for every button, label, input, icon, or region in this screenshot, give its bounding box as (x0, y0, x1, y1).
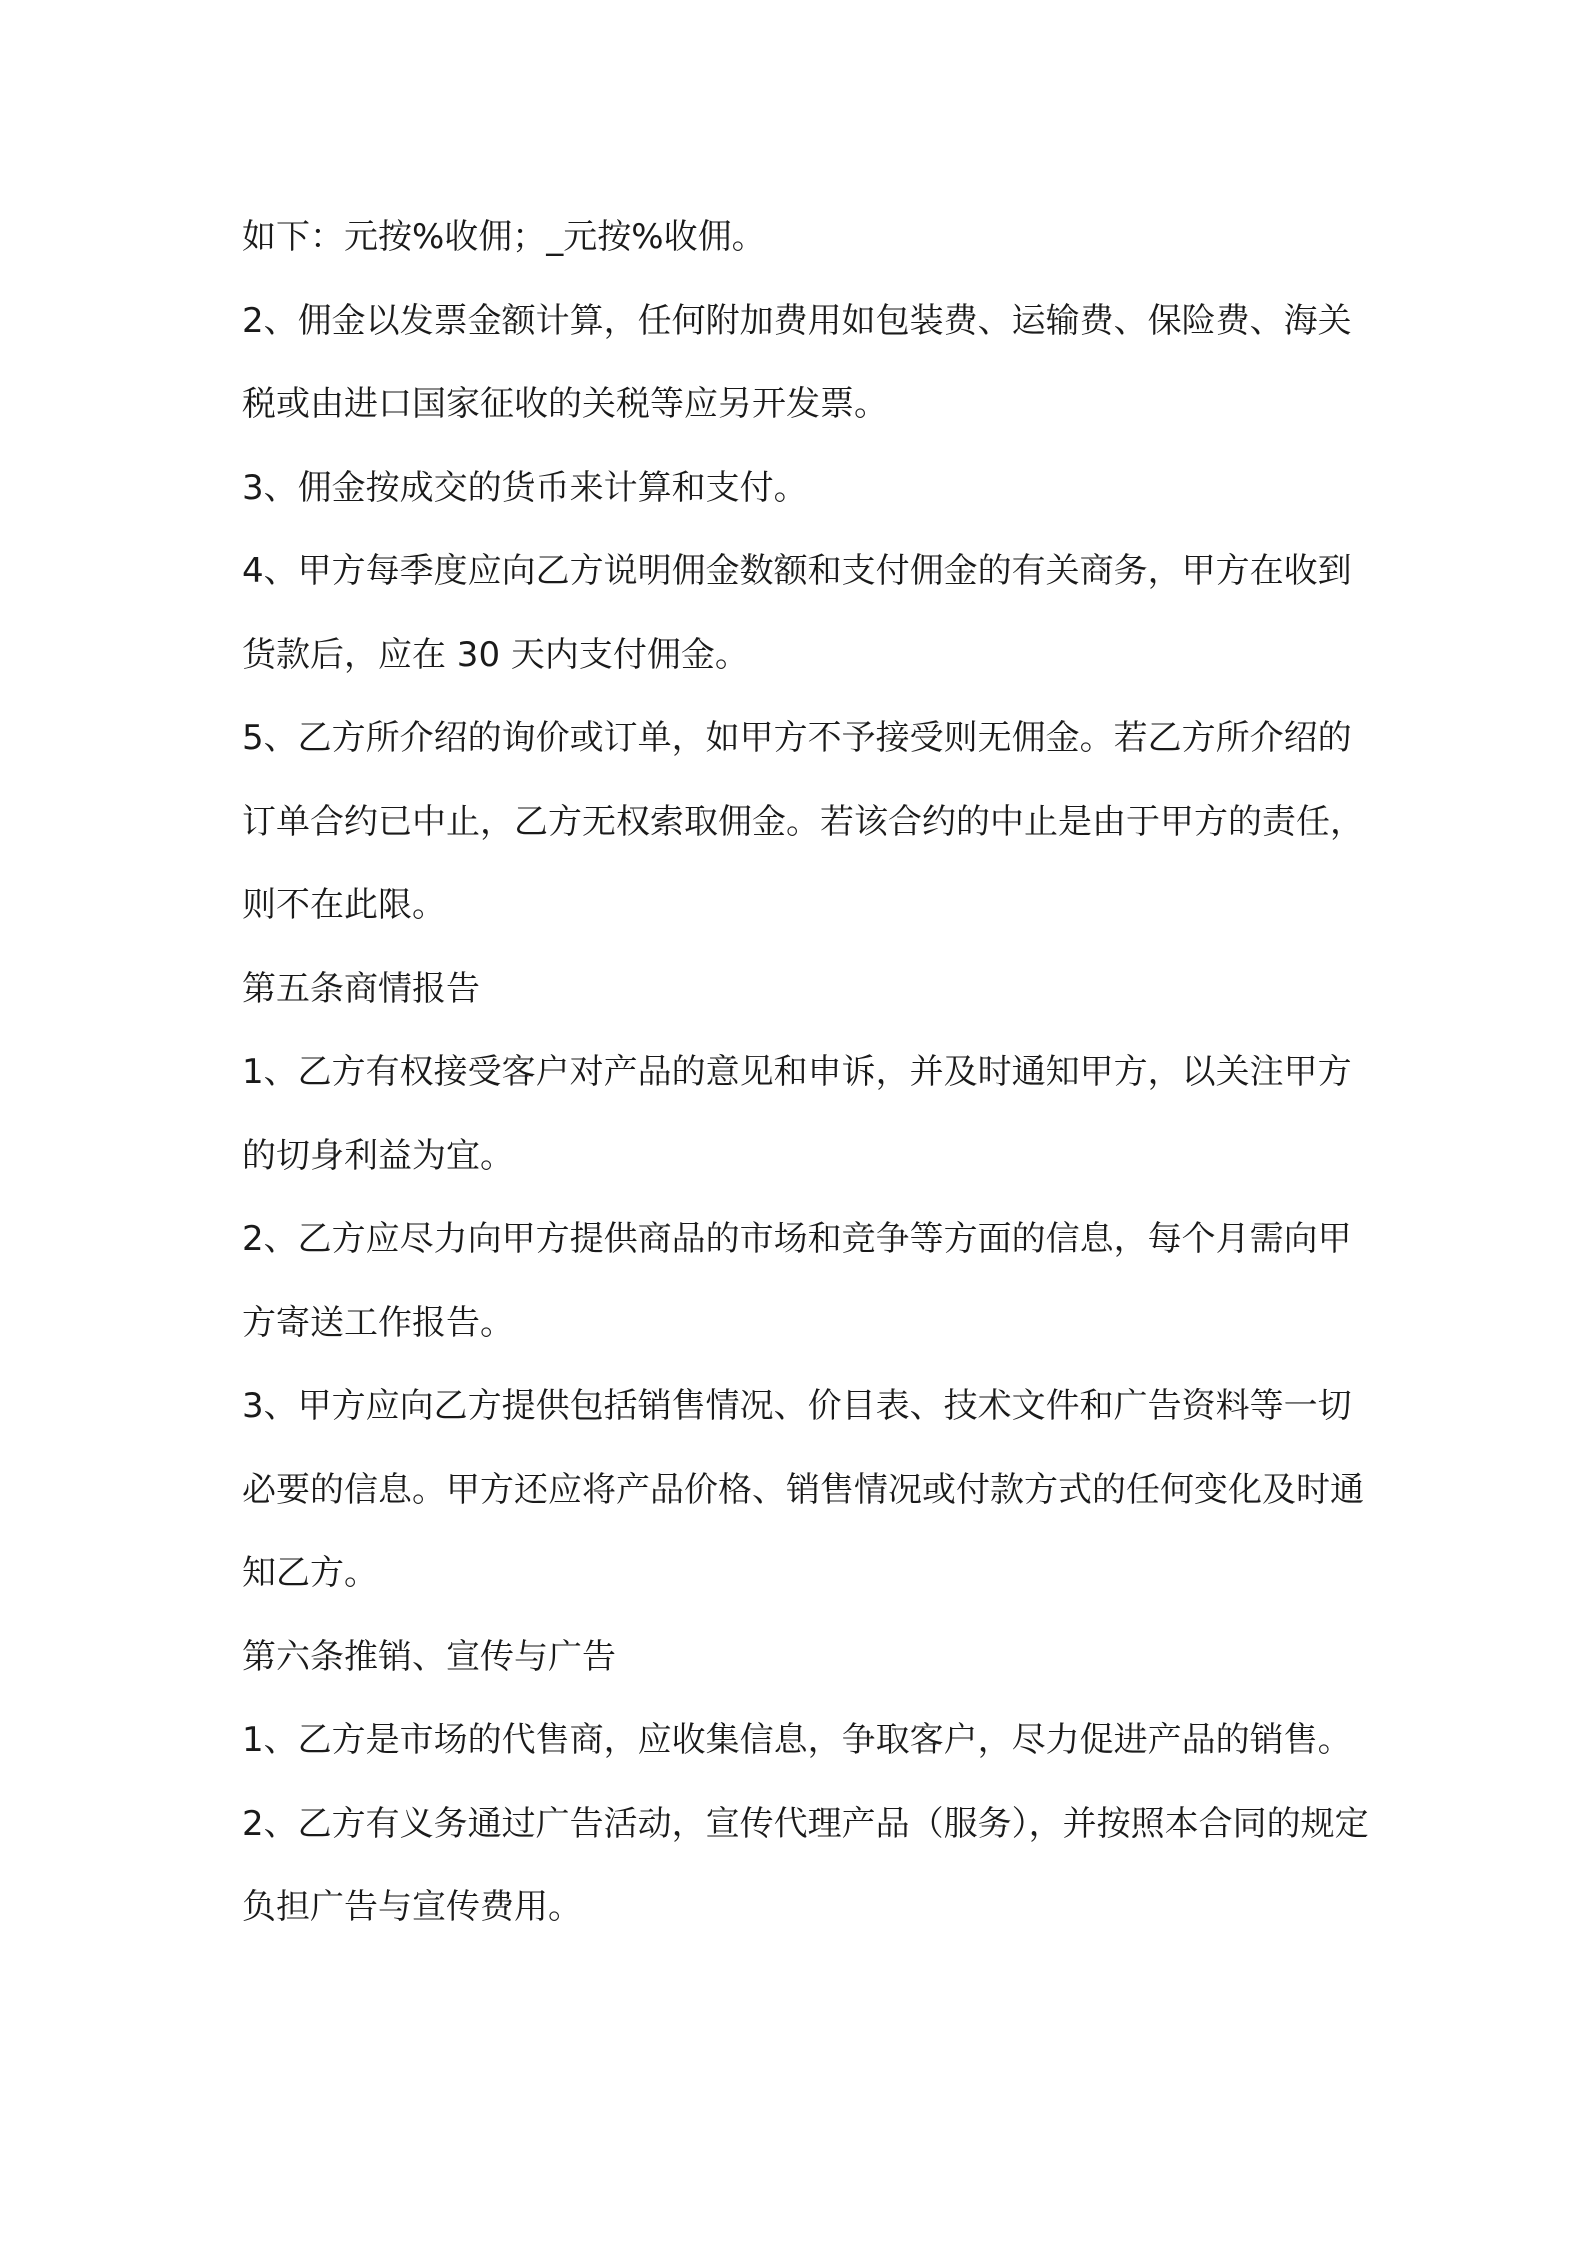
paragraph-advertising-duty: 2、乙方有义务通过广告活动，宣传代理产品（服务），并按照本合同的规定负担广告与宣传费用。 (242, 1803, 1369, 1927)
paragraph-sales-agent: 1、乙方是市场的代售商，应收集信息，争取客户，尽力促进产品的销售。 (242, 1720, 1352, 1760)
section-heading-market-report: 第五条商情报告 (242, 968, 480, 1009)
paragraph-commission-exceptions: 5、乙方所介绍的询价或订单，如甲方不予接受则无佣金。若乙方所介绍的订单合约已中止，乙方无权索取佣金。若该合约的中止是由于甲方的责任，则不在此限。 (242, 718, 1364, 925)
paragraph-customer-feedback: 1、乙方有权接受客户对产品的意见和申诉，并及时通知甲方，以关注甲方的切身利益为宜。 (242, 1052, 1352, 1176)
paragraph-monthly-report: 2、乙方应尽力向甲方提供商品的市场和竞争等方面的信息，每个月需向甲方寄送工作报告。 (242, 1219, 1352, 1343)
paragraph-commission-currency: 3、佣金按成交的货币来计算和支付。 (242, 467, 808, 508)
document-body (242, 196, 1372, 1950)
paragraph-commission-quarterly: 4、甲方每季度应向乙方说明佣金数额和支付佣金的有关商务，甲方在收到货款后，应在 30 天内支付佣金。 (242, 551, 1352, 675)
paragraph-commission-invoice: 2、佣金以发票金额计算，任何附加费用如包装费、运输费、保险费、海关税或由进口国家征收的关税等应另开发票。 (242, 300, 1352, 424)
paragraph-information-provision: 3、甲方应向乙方提供包括销售情况、价目表、技术文件和广告资料等一切必要的信息。甲方还应将产品价格、销售情况或付款方式的任何变化及时通知乙方。 (242, 1386, 1364, 1593)
section-heading-promotion: 第六条推销、宣传与广告 (242, 1636, 616, 1677)
paragraph-commission-rates: 如下：元按%收佣；_元按%收佣。 (242, 217, 766, 257)
